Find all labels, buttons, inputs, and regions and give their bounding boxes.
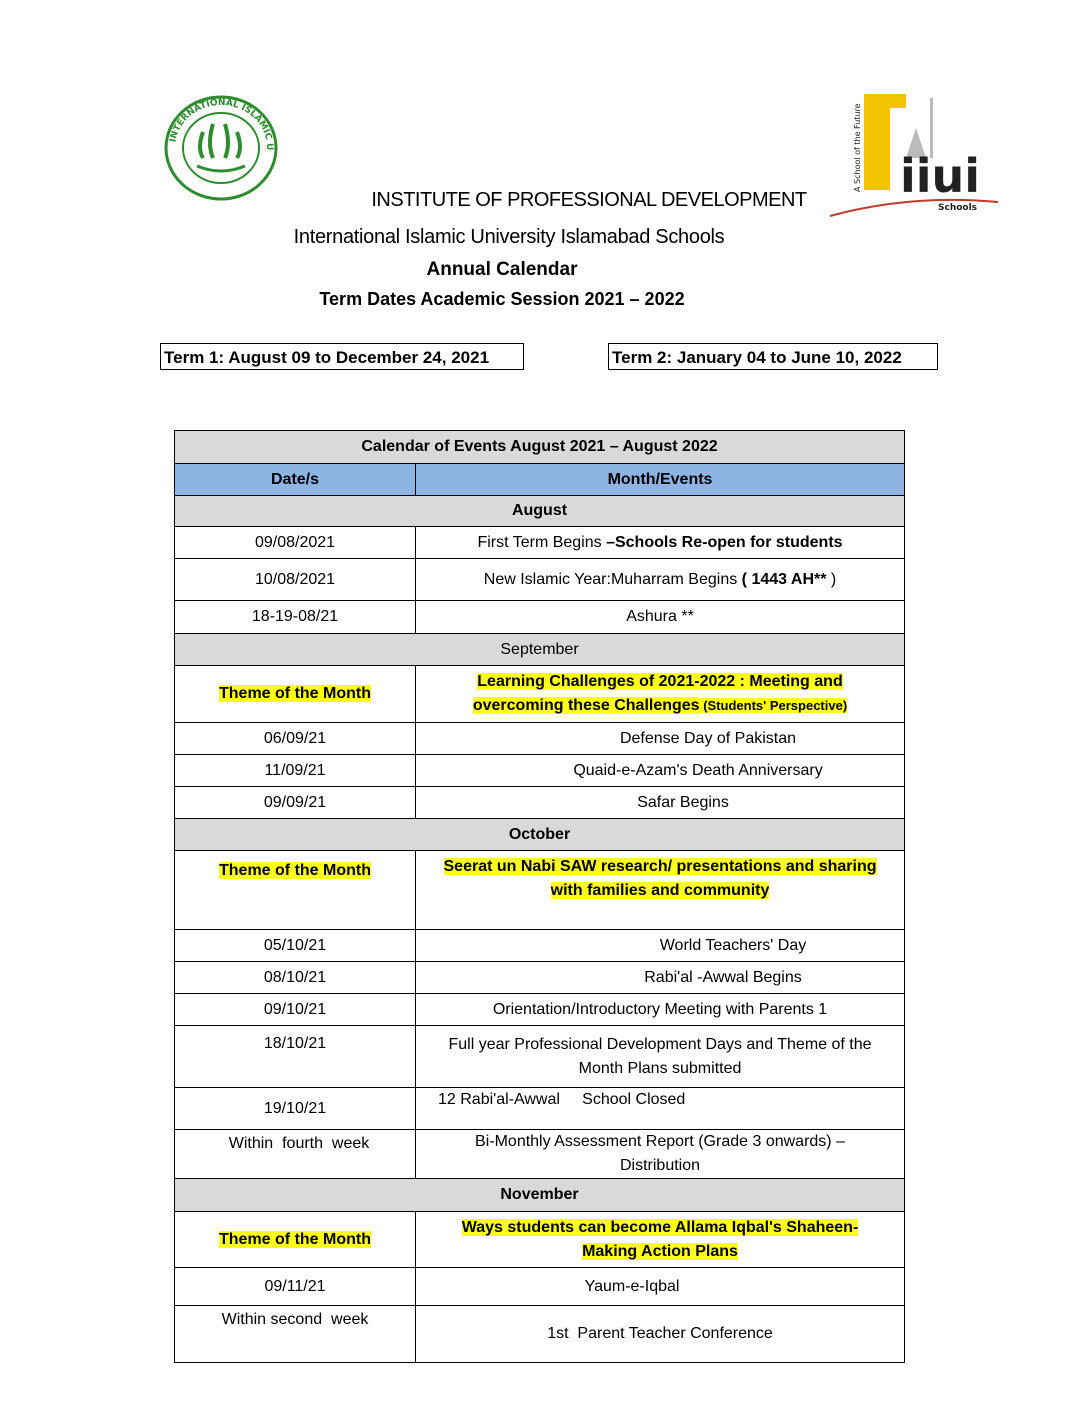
month-august: August	[175, 496, 905, 527]
table-row	[175, 527, 905, 559]
event-desc: Defense Day of Pakistan	[416, 723, 905, 755]
month-row	[175, 1179, 905, 1212]
term2-box: Term 2: January 04 to June 10, 2022	[608, 343, 938, 370]
event-date: 09/09/21	[175, 787, 416, 819]
theme-row	[175, 666, 905, 723]
table-row	[175, 559, 905, 601]
event-desc: Bi-Monthly Assessment Report (Grade 3 onwards) – Distribution	[416, 1130, 905, 1179]
col-header-events: Month/Events	[416, 464, 905, 496]
table-row	[175, 755, 905, 787]
event-date: 18/10/21	[175, 1026, 416, 1088]
theme-label: Theme of the Month	[175, 1212, 416, 1268]
event-date: 05/10/21	[175, 930, 416, 962]
session-title: Term Dates Academic Session 2021 – 2022	[319, 289, 685, 309]
theme-row	[175, 1212, 905, 1268]
event-date: 10/08/2021	[175, 559, 416, 601]
table-row	[175, 723, 905, 755]
event-date: 19/10/21	[175, 1088, 416, 1130]
month-row	[175, 819, 905, 851]
event-desc: 1st Parent Teacher Conference	[416, 1306, 905, 1363]
event-date: 18-19-08/21	[175, 601, 416, 634]
event-desc: 12 Rabi'al-Awwal School Closed	[416, 1088, 905, 1130]
event-desc: Orientation/Introductory Meeting with Parents 1	[416, 994, 905, 1026]
university-name: International Islamic University Islamabad Schools	[293, 226, 725, 248]
calendar-title: Annual Calendar	[426, 259, 578, 280]
event-date: 11/09/21	[175, 755, 416, 787]
theme-label: Theme of the Month	[175, 666, 416, 723]
table-header-row	[175, 464, 905, 496]
table-row	[175, 1026, 905, 1088]
event-date: 09/11/21	[175, 1268, 416, 1306]
month-november: November	[175, 1179, 905, 1212]
svg-text:INTERNATIONAL ISLAMIC UNIVERSI: INTERNATIONAL ISLAMIC U	[168, 97, 275, 151]
event-desc: Rabi'al -Awwal Begins	[416, 962, 905, 994]
university-seal-logo	[163, 94, 279, 202]
table-row	[175, 1268, 905, 1306]
event-date: 09/08/2021	[175, 527, 416, 559]
event-desc: Safar Begins	[416, 787, 905, 819]
table-row	[175, 1088, 905, 1130]
svg-text:Schools: Schools	[938, 203, 978, 213]
month-row	[175, 496, 905, 527]
theme-row	[175, 851, 905, 930]
table-row	[175, 1306, 905, 1363]
institute-title: INSTITUTE OF PROFESSIONAL DEVELOPMENT	[371, 189, 807, 211]
term1-box: Term 1: August 09 to December 24, 2021	[160, 343, 524, 370]
theme-label: Theme of the Month	[175, 851, 416, 930]
event-desc: Ashura **	[416, 601, 905, 634]
table-row	[175, 962, 905, 994]
event-desc: Yaum-e-Iqbal	[416, 1268, 905, 1306]
event-desc: Quaid-e-Azam's Death Anniversary	[416, 755, 905, 787]
event-date: 09/10/21	[175, 994, 416, 1026]
event-date: 08/10/21	[175, 962, 416, 994]
month-row	[175, 634, 905, 666]
event-desc: New Islamic Year:Muharram Begins ( 1443 AH** )	[416, 559, 905, 601]
event-desc: Full year Professional Development Days and Theme of the Month Plans submitted	[416, 1026, 905, 1088]
theme-desc: Learning Challenges of 2021-2022 : Meeting and overcoming these Challenges (Students' Perspective)	[416, 666, 905, 723]
event-date: Within second week	[175, 1306, 416, 1363]
event-date: Within fourth week	[175, 1130, 416, 1179]
svg-text:A School of the Future: A School of the Future	[853, 103, 862, 192]
table-row	[175, 930, 905, 962]
event-desc: First Term Begins –Schools Re-open for students	[416, 527, 905, 559]
event-date: 06/09/21	[175, 723, 416, 755]
theme-desc: Seerat un Nabi SAW research/ presentations and sharing with families and community	[416, 851, 905, 930]
month-september: September	[175, 634, 905, 666]
table-row	[175, 994, 905, 1026]
event-desc: World Teachers' Day	[416, 930, 905, 962]
table-title-row	[175, 431, 905, 464]
events-table	[174, 430, 905, 1363]
svg-text:iiui: iiui	[900, 149, 981, 203]
table-row	[175, 601, 905, 634]
theme-desc: Ways students can become Allama Iqbal's Shaheen- Making Action Plans	[416, 1212, 905, 1268]
table-row	[175, 787, 905, 819]
month-october: October	[175, 819, 905, 851]
table-row	[175, 1130, 905, 1179]
col-header-date: Date/s	[175, 464, 416, 496]
table-title: Calendar of Events August 2021 – August 2022	[175, 431, 905, 464]
